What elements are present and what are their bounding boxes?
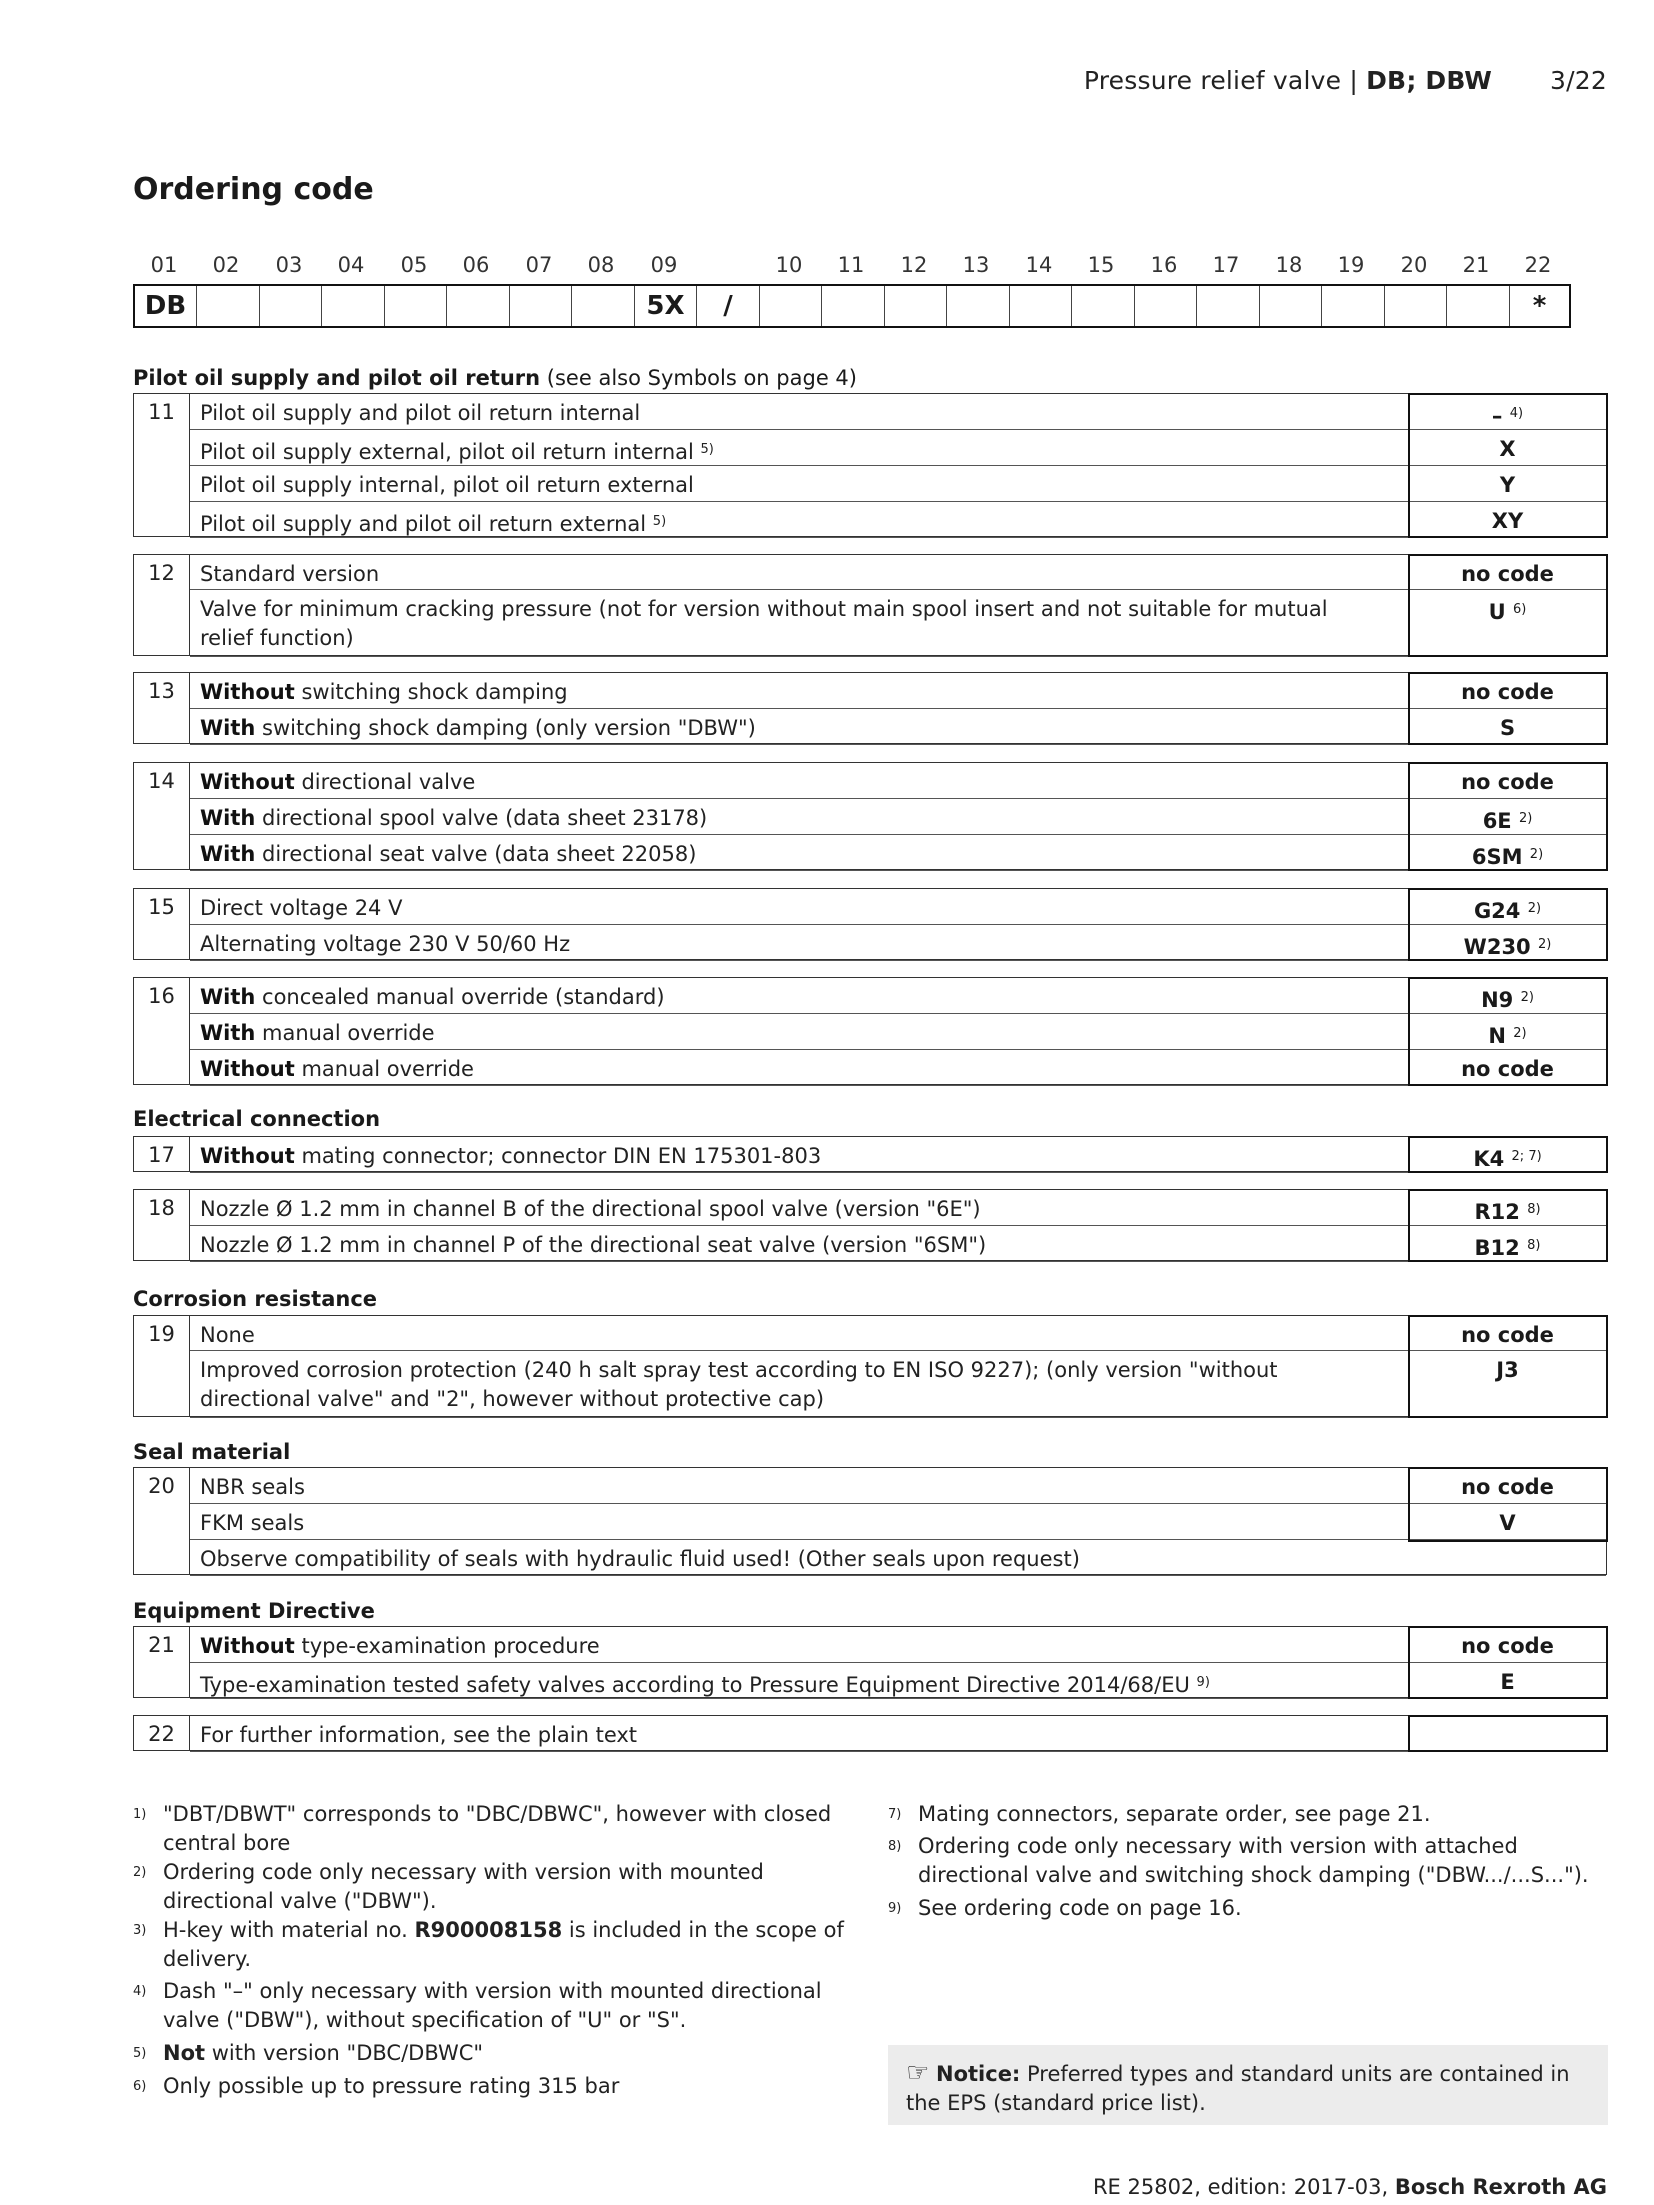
option-row xyxy=(190,1226,1606,1262)
code-position-2: 02 xyxy=(212,253,240,277)
page-header xyxy=(1084,66,1607,95)
option-row xyxy=(190,1663,1606,1699)
footnote-ref: 4) xyxy=(1509,406,1524,421)
option-description xyxy=(200,1545,1596,1574)
code-cell-6 xyxy=(510,286,572,326)
option-row xyxy=(190,1050,1606,1086)
option-text: manual override xyxy=(294,1057,474,1081)
group-number: 18 xyxy=(134,1190,190,1260)
option-group-20 xyxy=(133,1467,1607,1575)
option-description xyxy=(200,435,1381,467)
footnote-text xyxy=(163,1858,863,1916)
option-description xyxy=(200,983,1381,1012)
footnote-bold: R900008158 xyxy=(414,1918,563,1942)
footnote-body: Dash "–" only necessary with version with mounted directional valve ("DBW"), without specification of "U" or "S". xyxy=(163,1979,822,2032)
group-number: 20 xyxy=(134,1468,190,1574)
notice-text: Preferred types and standard units are contained in the EPS (standard price list). xyxy=(906,2062,1570,2115)
code-cell-15 xyxy=(1072,286,1135,326)
group-number: 17 xyxy=(134,1137,190,1171)
option-text: type-examination procedure xyxy=(294,1634,600,1658)
option-description xyxy=(200,1721,1381,1750)
option-description xyxy=(200,1632,1381,1661)
code-cell-4 xyxy=(385,286,447,326)
option-code-value: S xyxy=(1499,716,1516,740)
code-cell-22: * xyxy=(1532,291,1547,321)
option-group-13 xyxy=(133,672,1607,744)
footnote-ref: 8) xyxy=(1527,1202,1541,1217)
option-description xyxy=(200,1055,1381,1084)
option-row xyxy=(190,1014,1606,1050)
section-equipment xyxy=(133,1599,375,1623)
option-emphasis: With xyxy=(200,1021,256,1045)
option-emphasis: Without xyxy=(200,1144,295,1168)
code-cell-7 xyxy=(572,286,635,326)
option-text: Type-examination tested safety valves according to Pressure Equipment Directive 2014/68/EU xyxy=(200,1673,1190,1697)
option-code-value: X xyxy=(1499,437,1516,461)
option-text: directional spool valve (data sheet 23178) xyxy=(255,806,708,830)
option-description xyxy=(200,1668,1381,1700)
option-code xyxy=(1408,835,1606,870)
footnote-ref: 9) xyxy=(1196,1675,1210,1690)
option-text: Valve for minimum cracking pressure (not for version without main spool insert and not suitable for mutual relief function) xyxy=(200,597,1328,650)
option-code-value: no code xyxy=(1461,1634,1554,1658)
option-group-11 xyxy=(133,393,1607,537)
option-code xyxy=(1408,430,1606,465)
footer-company: Bosch Rexroth AG xyxy=(1394,2175,1607,2199)
footnote-marker: 1) xyxy=(133,1807,147,1822)
option-code-value: B12 xyxy=(1474,1236,1520,1260)
footnote-body: is included in the scope of delivery. xyxy=(163,1918,844,1971)
option-description xyxy=(200,560,1381,589)
option-text: Nozzle Ø 1.2 mm in channel B of the directional spool valve (version "6E") xyxy=(200,1197,981,1221)
option-text: switching shock damping xyxy=(294,680,568,704)
footnote-text xyxy=(163,2072,863,2101)
code-cell-5 xyxy=(447,286,510,326)
footnote-ref: 6) xyxy=(1513,602,1527,617)
footnote-ref: 5) xyxy=(652,514,667,529)
code-cell-9: / xyxy=(697,286,760,326)
option-code xyxy=(1408,502,1606,537)
notice-icon: ☞ xyxy=(906,2058,930,2088)
header-title: Pressure relief valve | xyxy=(1083,66,1358,95)
footnote-marker: 5) xyxy=(133,2046,147,2061)
option-emphasis: With xyxy=(200,716,256,740)
code-position-21: 21 xyxy=(1462,253,1490,277)
option-row xyxy=(190,466,1606,502)
option-description xyxy=(200,1231,1381,1260)
option-description xyxy=(200,1142,1381,1171)
option-description xyxy=(200,399,1381,428)
footnote-ref: 2) xyxy=(1513,1026,1527,1041)
option-row xyxy=(190,1468,1606,1504)
code-cell-10 xyxy=(760,286,822,326)
footnote-bold: Not xyxy=(163,2041,206,2065)
option-row xyxy=(190,1137,1606,1173)
group-number: 15 xyxy=(134,889,190,959)
option-text: For further information, see the plain text xyxy=(200,1723,638,1747)
option-code-value: R12 xyxy=(1474,1200,1520,1224)
option-code xyxy=(1408,1504,1606,1539)
option-group-16 xyxy=(133,977,1607,1085)
option-row xyxy=(190,1504,1606,1540)
option-code xyxy=(1408,1226,1606,1261)
option-text: concealed manual override (standard) xyxy=(255,985,665,1009)
code-position-12: 12 xyxy=(900,253,928,277)
option-emphasis: Without xyxy=(200,1634,295,1658)
option-description xyxy=(200,1356,1381,1414)
section-pilot-oil xyxy=(133,366,857,390)
footnote-ref: 2; 7) xyxy=(1511,1149,1542,1164)
option-code-value: no code xyxy=(1461,680,1554,704)
option-text: Nozzle Ø 1.2 mm in channel P of the directional seat valve (version "6SM") xyxy=(200,1233,987,1257)
option-description xyxy=(200,840,1381,869)
code-position-6: 06 xyxy=(462,253,490,277)
code-position-4: 04 xyxy=(337,253,365,277)
option-code xyxy=(1408,1316,1606,1350)
option-code-value: 6SM xyxy=(1471,845,1523,869)
option-code xyxy=(1408,394,1606,429)
option-text: manual override xyxy=(255,1021,435,1045)
option-code-value: N9 xyxy=(1481,988,1514,1012)
code-cell-21 xyxy=(1447,286,1510,326)
option-code xyxy=(1408,1137,1606,1172)
section-pilot-oil-note: (see also Symbols on page 4) xyxy=(540,366,857,390)
notice-label: Notice: xyxy=(936,2062,1021,2086)
option-row xyxy=(190,673,1606,709)
option-code-value: – xyxy=(1491,404,1503,428)
option-emphasis: Without xyxy=(200,770,295,794)
option-text: Direct voltage 24 V xyxy=(200,896,403,920)
option-text: NBR seals xyxy=(200,1475,305,1499)
option-row xyxy=(190,1316,1606,1351)
option-code xyxy=(1408,709,1606,744)
footnote-ref: 8) xyxy=(1527,1238,1541,1253)
option-text: Pilot oil supply internal, pilot oil return external xyxy=(200,473,694,497)
option-row xyxy=(190,799,1606,835)
notice-box xyxy=(888,2045,1608,2125)
footnote-text: See ordering code on page 16. xyxy=(918,1896,1242,1920)
code-position-13: 13 xyxy=(962,253,990,277)
option-description xyxy=(200,678,1381,707)
section-equipment-label: Equipment Directive xyxy=(133,1599,375,1623)
option-code xyxy=(1408,1050,1606,1085)
option-code xyxy=(1408,799,1606,834)
code-position-18: 18 xyxy=(1275,253,1303,277)
option-code xyxy=(1408,1014,1606,1049)
footnote-text xyxy=(163,1977,863,2035)
footnote-marker: 8) xyxy=(888,1839,902,1854)
code-cell-20 xyxy=(1385,286,1447,326)
option-group-18 xyxy=(133,1189,1607,1261)
footer-doc: RE 25802, edition: 2017-03, xyxy=(1092,2175,1395,2199)
group-number: 19 xyxy=(134,1316,190,1416)
code-position-3: 03 xyxy=(275,253,303,277)
option-code-value: E xyxy=(1500,1670,1515,1694)
option-description xyxy=(200,1473,1381,1502)
option-emphasis: Without xyxy=(200,680,295,704)
code-position-8: 08 xyxy=(587,253,615,277)
option-description xyxy=(200,804,1381,833)
code-position-5: 05 xyxy=(400,253,428,277)
option-code-value: J3 xyxy=(1496,1358,1519,1382)
option-code-value: XY xyxy=(1491,509,1524,533)
code-position-11: 11 xyxy=(837,253,865,277)
option-code-value: no code xyxy=(1461,1475,1554,1499)
option-emphasis: With xyxy=(200,985,256,1009)
option-row xyxy=(190,502,1606,538)
code-cell-11 xyxy=(822,286,885,326)
group-number: 16 xyxy=(134,978,190,1084)
footnote-text: Ordering code only necessary with version with attached directional valve and switching shock damping ("DBW.../...S..."). xyxy=(918,1834,1589,1887)
option-row xyxy=(190,709,1606,745)
option-code xyxy=(1408,1468,1606,1503)
footnote-marker: 6) xyxy=(133,2079,147,2094)
code-cell-8: 5X xyxy=(635,286,697,326)
option-emphasis: Without xyxy=(200,1057,295,1081)
option-description xyxy=(200,1019,1381,1048)
section-seal xyxy=(133,1440,290,1464)
section-seal-label: Seal material xyxy=(133,1440,291,1464)
footnote-marker: 2) xyxy=(133,1865,147,1880)
option-group-14 xyxy=(133,762,1607,870)
option-group-15 xyxy=(133,888,1607,960)
option-row xyxy=(190,394,1606,430)
header-models: DB; DBW xyxy=(1366,66,1493,95)
footnote-ref: 5) xyxy=(700,442,714,457)
option-description xyxy=(200,930,1381,959)
code-cell-1 xyxy=(197,286,260,326)
option-code-value: no code xyxy=(1461,770,1554,794)
option-group-17 xyxy=(133,1136,1607,1172)
footnote-marker: 9) xyxy=(888,1901,902,1916)
option-description xyxy=(200,1509,1381,1538)
footnote-text xyxy=(163,1916,863,1974)
option-code xyxy=(1408,763,1606,798)
code-position-14: 14 xyxy=(1025,253,1053,277)
code-position-17: 17 xyxy=(1212,253,1240,277)
option-code xyxy=(1408,466,1606,501)
option-row xyxy=(190,1351,1606,1418)
option-code xyxy=(1408,1190,1606,1225)
footnote-ref: 2) xyxy=(1518,811,1533,826)
option-group-19 xyxy=(133,1315,1607,1417)
option-group-12 xyxy=(133,554,1607,656)
option-code-value: no code xyxy=(1461,562,1554,586)
option-code xyxy=(1408,673,1606,708)
option-code-value: Y xyxy=(1499,473,1516,497)
footnote-text xyxy=(163,1800,863,1858)
option-row xyxy=(190,590,1606,657)
footnote-body: Only possible up to pressure rating 315 bar xyxy=(163,2074,620,2098)
option-text: Alternating voltage 230 V 50/60 Hz xyxy=(200,932,571,956)
option-text: switching shock damping (only version "DBW") xyxy=(255,716,756,740)
code-cell-18 xyxy=(1260,286,1322,326)
option-code xyxy=(1408,1663,1606,1698)
code-cell-16 xyxy=(1135,286,1197,326)
code-cell-19 xyxy=(1322,286,1385,326)
option-description xyxy=(200,894,1381,923)
option-code-value: K4 xyxy=(1473,1147,1505,1171)
option-row xyxy=(190,555,1606,590)
option-text: Improved corrosion protection (240 h salt spray test according to EN ISO 9227); (only version "without directional valve" and "2", however without protective cap) xyxy=(200,1358,1278,1411)
option-code-value: no code xyxy=(1461,1057,1554,1081)
option-row xyxy=(190,835,1606,871)
option-description xyxy=(200,471,1381,500)
group-number: 13 xyxy=(134,673,190,743)
footnote-ref: 2) xyxy=(1537,937,1552,952)
code-cell-3 xyxy=(322,286,385,326)
option-row xyxy=(190,763,1606,799)
section-corrosion xyxy=(133,1287,377,1311)
footnote-ref: 2) xyxy=(1520,990,1534,1005)
option-code xyxy=(1408,1351,1606,1417)
footnote-body: "DBT/DBWT" corresponds to "DBC/DBWC", however with closed central bore xyxy=(163,1802,832,1855)
option-text: Standard version xyxy=(200,562,380,586)
option-row xyxy=(190,1540,1606,1576)
footnote-pre: H-key with material no. xyxy=(163,1918,415,1942)
option-code-value: G24 xyxy=(1473,899,1521,923)
code-cell-12 xyxy=(885,286,947,326)
option-row xyxy=(190,1627,1606,1663)
option-code-value: no code xyxy=(1461,1323,1554,1347)
option-code-value: N xyxy=(1488,1024,1506,1048)
footnote-ref: 2) xyxy=(1529,847,1544,862)
option-code xyxy=(1408,1716,1606,1751)
footnote-body: with version "DBC/DBWC" xyxy=(205,2041,484,2065)
option-code xyxy=(1408,978,1606,1013)
code-cell-13 xyxy=(947,286,1010,326)
option-emphasis: With xyxy=(200,842,256,866)
option-text: mating connector; connector DIN EN 175301-803 xyxy=(294,1144,822,1168)
option-group-21 xyxy=(133,1626,1607,1698)
code-position-20: 20 xyxy=(1400,253,1428,277)
option-description xyxy=(200,714,1381,743)
footnote-text: Mating connectors, separate order, see page 21. xyxy=(918,1802,1431,1826)
option-row xyxy=(190,430,1606,466)
footnote-marker: 3) xyxy=(133,1923,147,1938)
option-group-22 xyxy=(133,1715,1607,1751)
option-code xyxy=(1408,925,1606,960)
code-position-7: 07 xyxy=(525,253,553,277)
option-code xyxy=(1408,1627,1606,1662)
option-text: Pilot oil supply and pilot oil return internal xyxy=(200,401,641,425)
group-number: 11 xyxy=(134,394,190,536)
section-pilot-oil-bold: Pilot oil supply and pilot oil return xyxy=(133,366,541,390)
option-text: None xyxy=(200,1323,255,1347)
code-position-1: 01 xyxy=(150,253,178,277)
code-position-10: 10 xyxy=(775,253,803,277)
page-title: Ordering code xyxy=(133,172,374,207)
page-number: 3/22 xyxy=(1550,66,1607,95)
section-electrical xyxy=(133,1107,380,1131)
option-text: Pilot oil supply and pilot oil return external xyxy=(200,512,647,536)
option-description xyxy=(200,595,1381,653)
code-position-19: 19 xyxy=(1337,253,1365,277)
footnote-ref: 2) xyxy=(1527,901,1542,916)
group-number: 21 xyxy=(134,1627,190,1697)
code-cell-14 xyxy=(1010,286,1072,326)
section-corrosion-label: Corrosion resistance xyxy=(133,1287,378,1311)
option-emphasis: With xyxy=(200,806,256,830)
group-number: 14 xyxy=(134,763,190,869)
option-description xyxy=(200,1195,1381,1224)
code-cell-17 xyxy=(1197,286,1260,326)
section-electrical-label: Electrical connection xyxy=(133,1107,381,1131)
code-position-16: 16 xyxy=(1150,253,1178,277)
option-description xyxy=(200,768,1381,797)
footnote-marker: 7) xyxy=(888,1807,902,1822)
option-code xyxy=(1408,889,1606,924)
option-row xyxy=(190,1716,1606,1752)
group-number: 22 xyxy=(134,1716,190,1750)
option-code-value: V xyxy=(1499,1511,1516,1535)
code-position-15: 15 xyxy=(1087,253,1115,277)
option-row xyxy=(190,1190,1606,1226)
code-cell-0: DB xyxy=(135,286,197,326)
option-text: directional valve xyxy=(294,770,476,794)
code-position-22: 22 xyxy=(1524,253,1552,277)
code-cell-2 xyxy=(260,286,322,326)
option-row xyxy=(190,925,1606,961)
option-row xyxy=(190,978,1606,1014)
footnote-text xyxy=(163,2039,863,2068)
ordering-code-strip xyxy=(133,284,1571,328)
option-text: Observe compatibility of seals with hydraulic fluid used! (Other seals upon request) xyxy=(200,1547,1080,1571)
page-footer xyxy=(1093,2175,1607,2199)
option-code xyxy=(1408,590,1606,656)
code-position-numbers xyxy=(133,253,1571,281)
option-code-value: U xyxy=(1488,600,1506,624)
option-text: directional seat valve (data sheet 22058) xyxy=(255,842,697,866)
group-number: 12 xyxy=(134,555,190,655)
footnote-marker: 4) xyxy=(133,1984,147,1999)
option-text: FKM seals xyxy=(200,1511,305,1535)
option-text: Pilot oil supply external, pilot oil return internal xyxy=(200,440,694,464)
option-description xyxy=(200,507,1381,539)
option-description xyxy=(200,1321,1381,1350)
option-row xyxy=(190,889,1606,925)
option-code-value: 6E xyxy=(1482,809,1512,833)
footnote-body: Ordering code only necessary with version with mounted directional valve ("DBW"). xyxy=(163,1860,764,1913)
option-code-value: W230 xyxy=(1463,935,1531,959)
code-position-9: 09 xyxy=(650,253,678,277)
option-code xyxy=(1408,555,1606,589)
